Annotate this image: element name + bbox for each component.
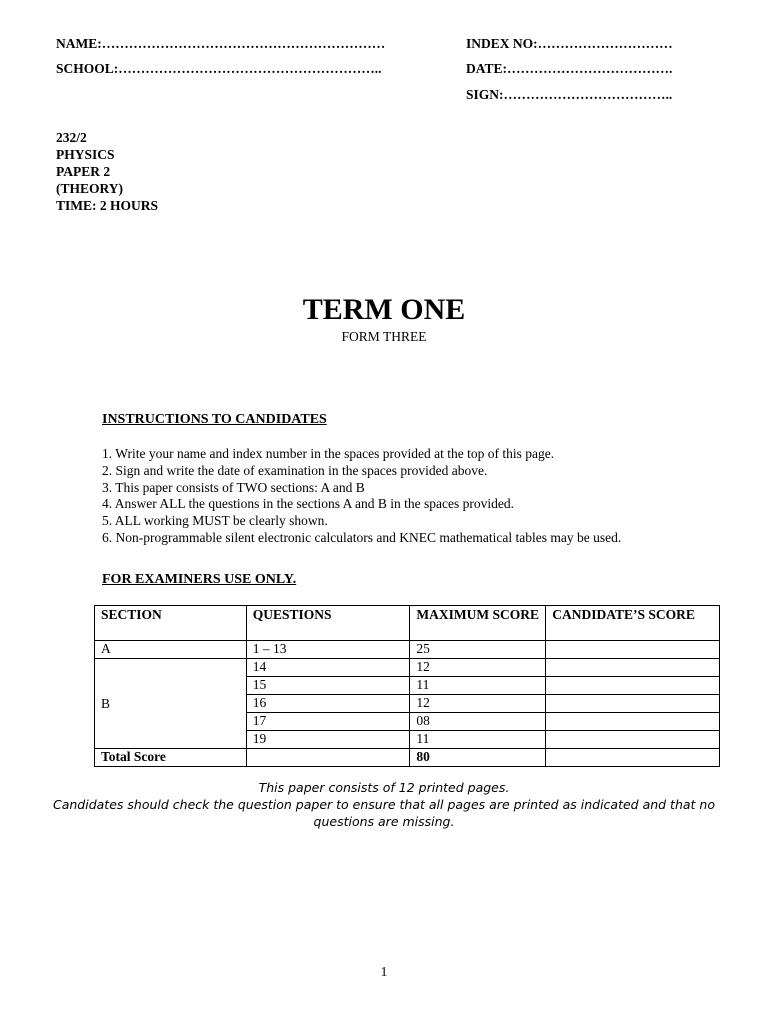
examiners-heading: FOR EXAMINERS USE ONLY. [102,572,297,587]
index-no-field: INDEX NO:………………………… [466,36,673,51]
instruction-item: 1. Write your name and index number in the spaces provided at the top of this page. [102,446,555,461]
max-score-cell: 08 [410,713,546,731]
date-field: DATE:………………………………. [466,61,673,76]
section-cell: A [95,641,247,659]
max-score-cell: 12 [410,695,546,713]
footer-line: Candidates should check the question paper to ensure that all pages are printed as indicated and that no [53,797,715,812]
total-row [95,749,720,767]
max-score-cell: 11 [410,677,546,695]
instruction-item: 5. ALL working MUST be clearly shown. [102,513,328,529]
paper-info [56,129,158,214]
instruction-item: 4. Answer ALL the questions in the sections A and B in the spaces provided. [102,496,514,512]
candidate-score-cell[interactable] [546,731,720,749]
paper-type: (THEORY) [56,181,124,196]
instruction-item: 3. This paper consists of TWO sections: A and B [102,479,365,495]
question-cell: 14 [246,659,410,677]
footer-line: This paper consists of 12 printed pages. [258,780,510,795]
page-title: TERM ONE [302,293,466,326]
candidate-score-cell[interactable] [546,659,720,677]
column-header: QUESTIONS [246,606,410,641]
instruction-item: 2. Sign and write the date of examination in the spaces provided above. [102,462,488,478]
question-cell: 19 [246,731,410,749]
column-header: MAXIMUM SCORE [410,606,546,641]
candidate-total-cell[interactable] [546,749,720,767]
table-row [95,659,720,677]
instructions-list [102,446,621,547]
candidate-score-cell[interactable] [546,713,720,731]
section-cell: B [95,659,247,749]
max-score-cell: 25 [410,641,546,659]
instruction-item: 6. Non-programmable silent electronic calculators and KNEC mathematical tables may be used. [102,529,622,545]
footer-line: questions are missing. [313,814,455,829]
page-number: 1 [380,964,388,979]
column-header: SECTION [95,606,247,641]
question-cell: 15 [246,677,410,695]
footer-note [0,779,768,830]
paper-number: PAPER 2 [56,164,111,179]
paper-code: 232/2 [56,130,87,145]
sign-field: SIGN:……………………………….. [466,87,673,102]
page-subtitle: FORM THREE [341,329,427,344]
max-score-cell: 12 [410,659,546,677]
table-row [95,641,720,659]
total-label: Total Score [95,749,247,767]
candidate-score-cell[interactable] [546,677,720,695]
question-cell [246,749,410,767]
column-header: CANDIDATE’S SCORE [546,606,720,641]
table-header-row [95,606,720,641]
total-value: 80 [410,749,546,767]
max-score-cell: 11 [410,731,546,749]
score-table [94,605,720,767]
school-field: SCHOOL:………………………………………………….. [56,61,382,76]
question-cell: 17 [246,713,410,731]
question-cell: 1 – 13 [246,641,410,659]
question-cell: 16 [246,695,410,713]
candidate-score-cell[interactable] [546,695,720,713]
instructions-heading: INSTRUCTIONS TO CANDIDATES [102,412,327,427]
name-field: NAME:……………………………………………………… [56,36,386,51]
paper-time: TIME: 2 HOURS [56,198,159,213]
paper-subject: PHYSICS [56,147,115,162]
candidate-score-cell[interactable] [546,641,720,659]
